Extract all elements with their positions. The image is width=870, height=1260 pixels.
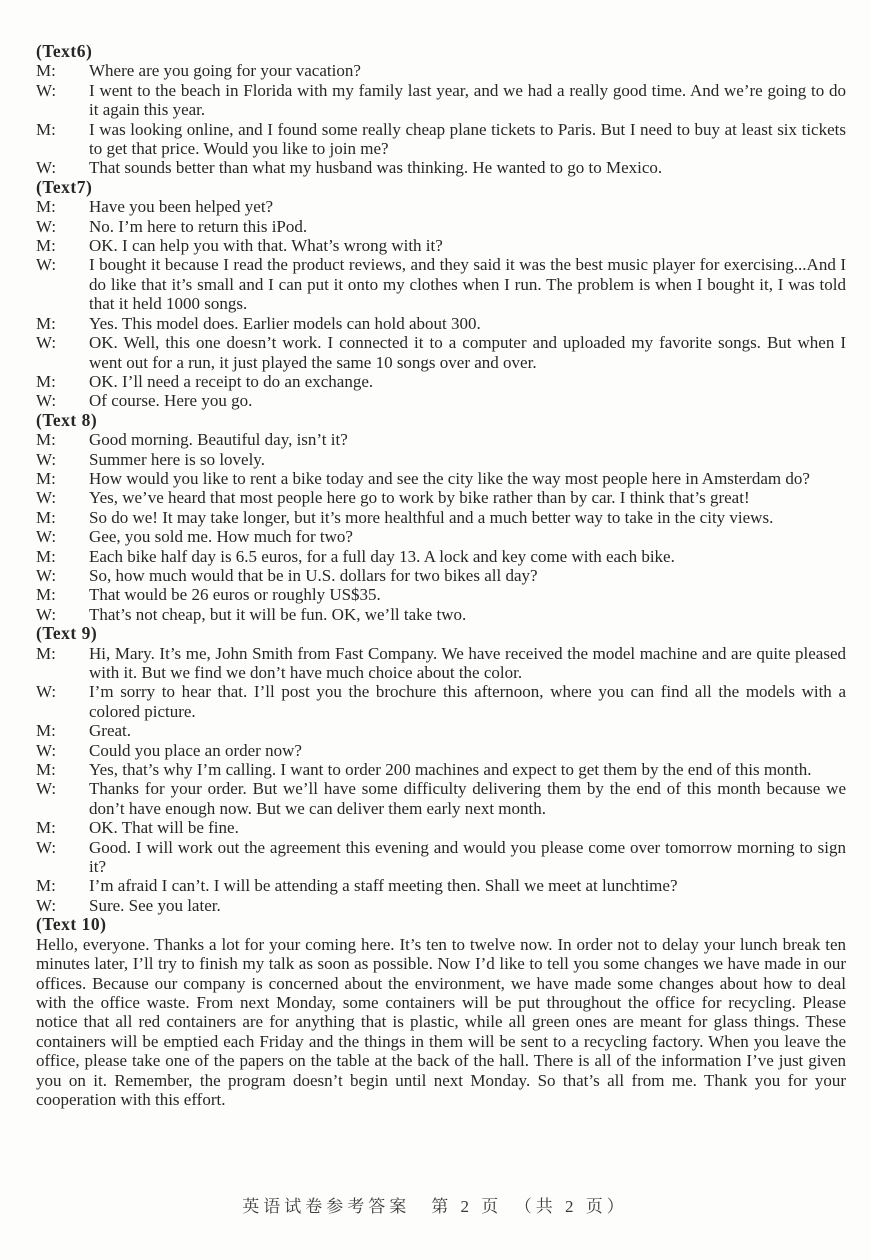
speaker-label: M: <box>36 546 56 566</box>
dialogue-line: M: OK. I can help you with that. What’s wrong with it? <box>36 236 443 256</box>
speaker-label: W: <box>36 565 57 585</box>
speaker-label: W: <box>36 255 57 275</box>
speaker-label: W: <box>36 488 57 508</box>
dialogue-line: W: OK. Well, this one doesn’t work. I connected it to a computer and uploaded my favorite songs. But when I went out for a run, it just played the same 10 songs over and over. <box>36 333 846 372</box>
dialogue-line: W: I went to the beach in Florida with my family last year, and we had a really good time. And we’re going to do it again this year. <box>36 80 846 120</box>
dialogue-line: W: That sounds better than what my husband was thinking. He wanted to go to Mexico. <box>36 158 663 178</box>
dialogue-line: M: Yes. This model does. Earlier models can hold about 300. <box>36 313 481 333</box>
listening-transcript <box>36 42 846 1109</box>
speaker-label: W: <box>36 80 57 100</box>
dialogue-line: W: No. I’m here to return this iPod. <box>36 216 308 236</box>
speaker-label: M: <box>36 818 56 838</box>
speaker-label: W: <box>36 216 57 236</box>
dialogue-line: W: Good. I will work out the agreement this evening and would you please come over tomorrow morning to sign it? <box>36 837 846 877</box>
speaker-label: W: <box>36 837 57 857</box>
dialogue-line: M: I was looking online, and I found some really cheap plane tickets to Paris. But I need to buy at least six tickets to get that price. Would you like to join me? <box>36 119 846 159</box>
speaker-label: W: <box>36 391 57 411</box>
dialogue-line: W: Yes, we’ve heard that most people here go to work by bike rather than by car. I think that’s great! <box>36 488 750 508</box>
speaker-label: M: <box>36 760 56 780</box>
dialogue-line: M: Good morning. Beautiful day, isn’t it? <box>36 430 348 450</box>
speaker-label: M: <box>36 371 56 391</box>
speaker-label: W: <box>36 527 57 547</box>
text-section-heading: (Text7) <box>36 176 93 197</box>
dialogue-line: W: I’m sorry to hear that. I’ll post you the brochure this afternoon, where you can find all the models with a colored picture. <box>36 682 846 721</box>
speaker-label: M: <box>36 468 56 488</box>
speaker-label: M: <box>36 61 56 81</box>
dialogue-line: M: Where are you going for your vacation? <box>36 61 361 81</box>
speaker-label: W: <box>36 682 57 702</box>
dialogue-line: M: I’m afraid I can’t. I will be attending a staff meeting then. Shall we meet at lunchtime? <box>36 876 678 896</box>
speaker-label: M: <box>36 119 56 139</box>
text-section-heading: (Text 8) <box>36 409 98 430</box>
dialogue-line: W: Could you place an order now? <box>36 740 302 760</box>
page-footer: 英语试卷参考答案 第 2 页 （共 2 页） <box>242 1197 628 1216</box>
dialogue-line: M: OK. I’ll need a receipt to do an exchange. <box>36 371 374 391</box>
speaker-label: W: <box>36 158 57 178</box>
dialogue-line: W: Gee, you sold me. How much for two? <box>36 527 353 547</box>
speaker-label: M: <box>36 585 56 605</box>
dialogue-line: W: That’s not cheap, but it will be fun. OK, we’ll take two. <box>36 604 467 624</box>
speaker-label: M: <box>36 197 56 217</box>
dialogue-line: M: Hi, Mary. It’s me, John Smith from Fast Company. We have received the model machine and are quite pleased with it. But we find we don’t have much choice about the color. <box>36 643 846 682</box>
dialogue-line: W: Thanks for your order. But we’ll have some difficulty delivering them by the end of this month because we don’t have enough now. But we can deliver them early next month. <box>36 779 846 818</box>
dialogue-line: M: Great. <box>36 721 132 741</box>
speaker-label: M: <box>36 236 56 256</box>
speaker-label: M: <box>36 643 56 663</box>
text-section-heading: (Text 9) <box>36 623 98 644</box>
dialogue-line: M: Yes, that’s why I’m calling. I want to order 200 machines and expect to get them by the end of this month. <box>36 760 812 780</box>
speaker-label: W: <box>36 449 57 469</box>
speaker-label: M: <box>36 721 56 741</box>
dialogue-line: W: Summer here is so lovely. <box>36 449 265 469</box>
speaker-label: W: <box>36 779 57 799</box>
speaker-label: M: <box>36 507 56 527</box>
speaker-label: W: <box>36 895 57 915</box>
dialogue-line: M: How would you like to rent a bike today and see the city like the way most people here in Amsterdam do? <box>36 468 810 488</box>
speaker-label: M: <box>36 313 56 333</box>
dialogue-line: M: That would be 26 euros or roughly US$35. <box>36 585 381 605</box>
text-section-heading: (Text 10) <box>36 914 107 935</box>
speaker-label: W: <box>36 333 57 353</box>
dialogue-line: W: Of course. Here you go. <box>36 391 253 411</box>
speaker-label: W: <box>36 604 57 624</box>
speaker-label: M: <box>36 876 56 896</box>
speaker-label: M: <box>36 430 56 450</box>
monologue-paragraph: Hello, everyone. Thanks a lot for your coming here. It’s ten to twelve now. In order not to delay your lunch break ten minutes later, I’ll try to finish my talk as soon as possible. Now I’d like to tell you some changes we have made in our offices. Because our company is concerned about the environment, we have made some changes about how to deal with the office waste. From next Monday, some containers will be put throughout the office for recycling. Please notice that all red containers are for anything that is plastic, while all green ones are meant for glass things. These containers will be emptied each Friday and the things in them will be sent to a recycling factory. When you leave the office, please take one of the papers on the table at the back of the hall. There is all of the information I’ve just given you on it. Remember, the program doesn’t begin until next Monday. So that’s all from me. Thank you for your cooperation with this effort. <box>36 934 846 1109</box>
dialogue-line: M: So do we! It may take longer, but it’s more healthful and a much better way to take in the city views. <box>36 507 774 527</box>
dialogue-line: M: OK. That will be fine. <box>36 818 239 838</box>
dialogue-line: W: Sure. See you later. <box>36 895 221 915</box>
text-section-heading: (Text6) <box>36 41 93 61</box>
speaker-label: W: <box>36 740 57 760</box>
dialogue-line: W: I bought it because I read the product reviews, and they said it was the best music player for exercising...And I do like that it’s small and I can put it onto my clothes when I run. The problem is when I bought it, I was told that it held 1000 songs. <box>36 255 846 314</box>
dialogue-line: W: So, how much would that be in U.S. dollars for two bikes all day? <box>36 565 538 585</box>
dialogue-line: M: Have you been helped yet? <box>36 197 274 217</box>
dialogue-line: M: Each bike half day is 6.5 euros, for a full day 13. A lock and key come with each bike. <box>36 546 675 566</box>
